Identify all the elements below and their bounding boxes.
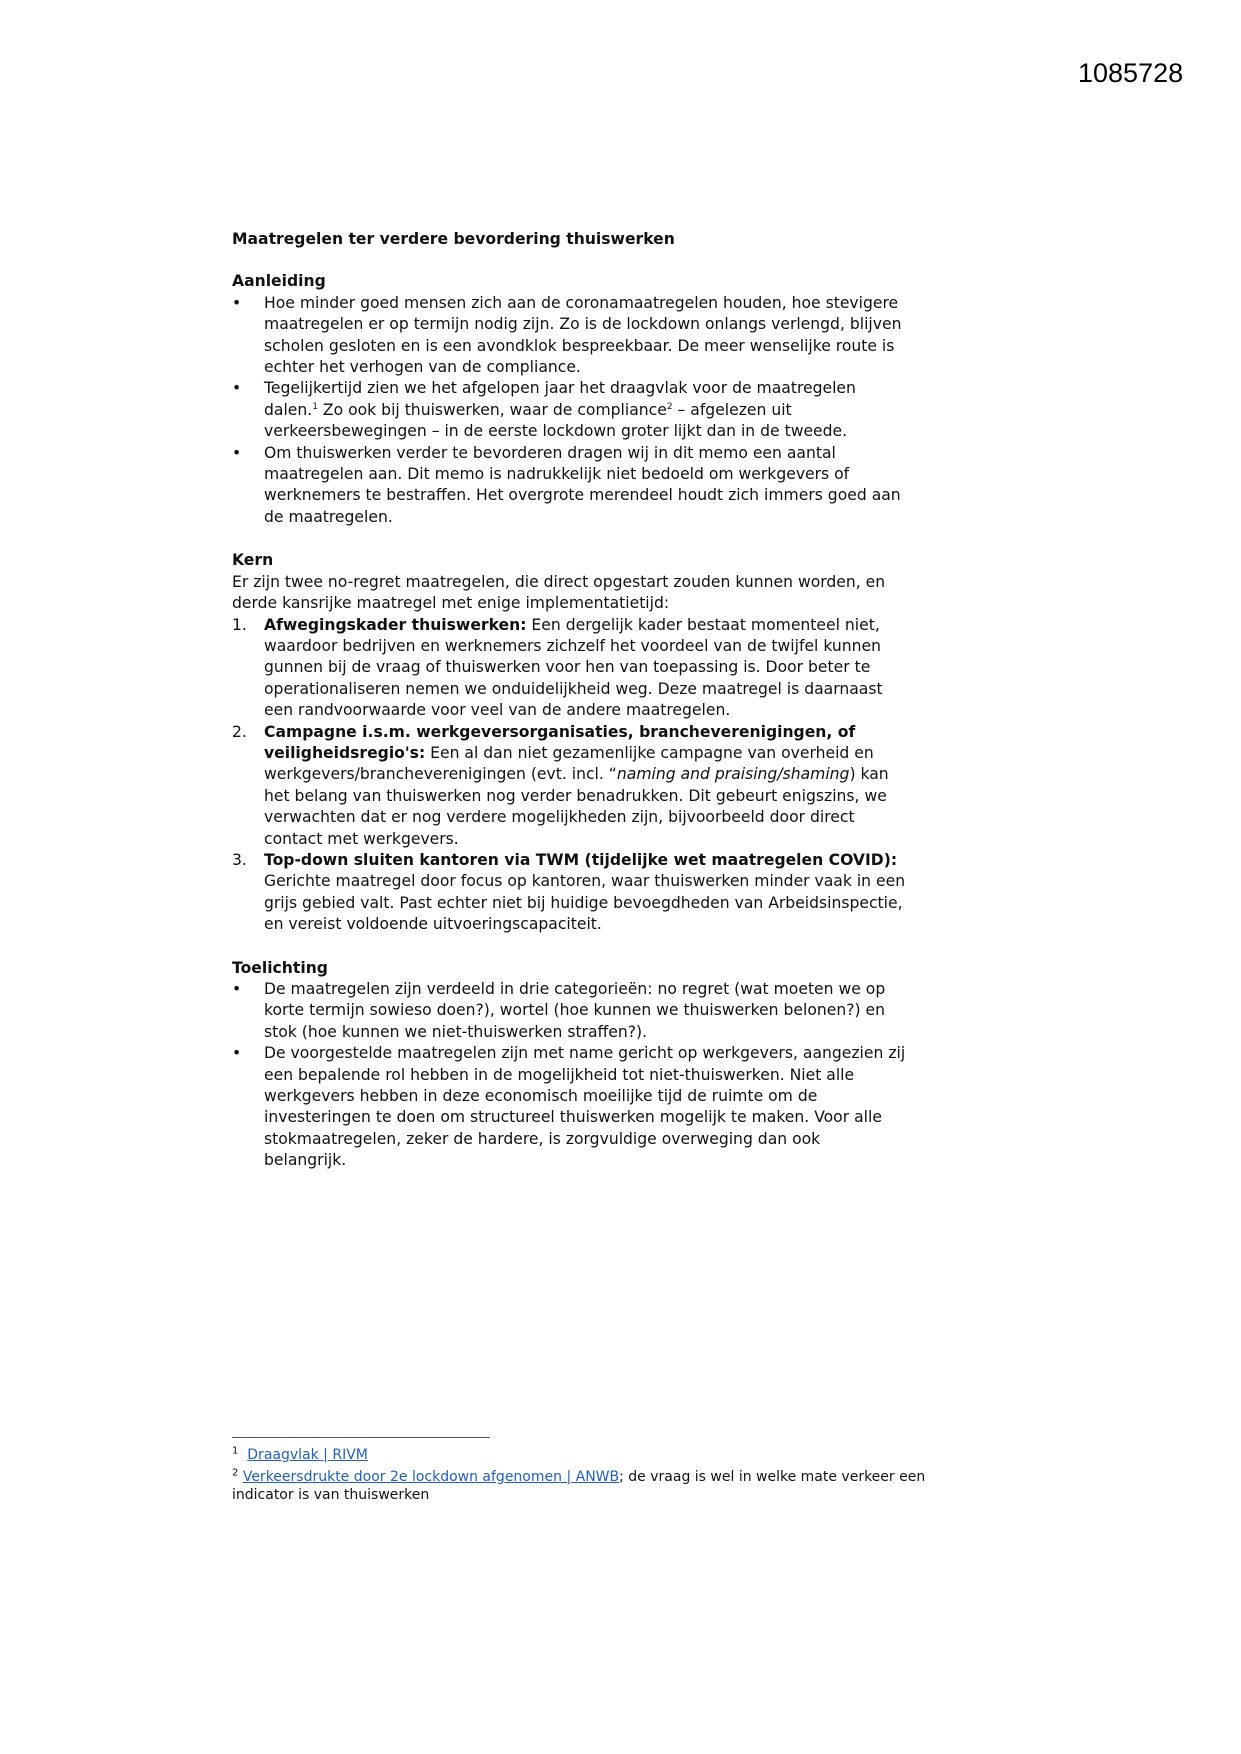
footnote-1 (232, 1446, 932, 1464)
list-item-text: Hoe minder goed mensen zich aan de coronamaatregelen houden, hoe stevigere maatregelen er op termijn nodig zijn. Zo is de lockdown onlangs verlengd, blijven scholen gesloten en is een avondklok bespreekbaar. De meer wenselijke route is echter het verhogen van de compliance. (264, 293, 902, 377)
kern-intro: Er zijn twee no-regret maatregelen, die direct opgestart zouden kunnen worden, en derde kansrijke maatregel met enige implementatietijd: (232, 572, 886, 613)
footnote-ref-1[interactable]: 1 (312, 401, 318, 412)
list-item-text: Om thuiswerken verder te bevorderen dragen wij in dit memo een aantal maatregelen aan. Dit memo is nadrukkelijk niet bedoeld om werkgevers of werknemers te bestraffen. Het overgrote merendeel houdt zich immers goed aan de maatregelen. (264, 443, 901, 526)
toelichting-list (232, 979, 907, 1172)
list-item-text: Gerichte maatregel door focus op kantoren, waar thuiswerken minder vaak in een grijs gebied valt. Past echter niet bij huidige bevoegdheden van Arbeidsinspectie, en vereist voldoende uitvoeringscapaciteit. (264, 872, 906, 934)
footnotes (232, 1437, 932, 1508)
list-item-text: Een al dan niet gezamenlijke campagne van overheid en werkgevers/brancheverenigingen (evt. incl. “ (264, 743, 874, 784)
list-item-text: Zo ook bij thuiswerken, waar de compliance (317, 400, 667, 419)
item-title: Campagne i.s.m. werkgeversorganisaties, brancheverenigingen, of veiligheidsregio's: (264, 722, 856, 762)
page-title: Maatregelen ter verdere bevordering thuiswerken (232, 230, 675, 248)
footnote-text: ; de vraag is wel in welke mate verkeer een indicator is van thuiswerken (232, 1469, 926, 1503)
list-item-text: De maatregelen zijn verdeeld in drie categorieën: no regret (wat moeten we op korte termijn sowieso doen?), wortel (hoe kunnen we thuiswerken belonen?) en stok (hoe kunnen we niet-thuiswerken straffen?). (264, 980, 886, 1041)
footnote-number: 1 (232, 1445, 239, 1457)
list-item (232, 615, 907, 722)
list-item-text: – afgelezen uit verkeersbewegingen – in de eerste lockdown groter lijkt dan in de tweede. (264, 400, 848, 441)
footnote-ref-2[interactable]: 2 (666, 401, 673, 412)
kern-list (232, 615, 907, 936)
footnote-divider (232, 1437, 490, 1438)
list-item-text: ) kan het belang van thuiswerken nog verder benadrukken. Dit gebeurt enigszins, we verwachten dat er nog verdere mogelijkheden zijn, bijvoorbeeld door direct contact met werkgevers. (264, 765, 889, 848)
list-item (232, 443, 907, 529)
footnote-link-anwb[interactable]: Verkeersdrukte door 2e lockdown afgenomen | ANWB (242, 1469, 620, 1485)
footnote-number: 2 (232, 1467, 239, 1479)
memo-body (232, 229, 907, 1172)
list-item (232, 293, 907, 379)
item-title: Top-down sluiten kantoren via TWM (tijdelijke wet maatregelen COVID): (264, 850, 898, 869)
section-heading-toelichting: Toelichting (232, 958, 328, 977)
list-item (232, 1043, 907, 1171)
document-id: 1085728 (1078, 58, 1184, 88)
list-item (232, 850, 907, 936)
aanleiding-list (232, 293, 907, 528)
section-heading-kern: Kern (232, 551, 274, 570)
item-title: Afwegingskader thuiswerken: (264, 615, 527, 634)
list-item (232, 722, 907, 850)
list-number: 3. (232, 850, 247, 869)
list-item-italic: naming and praising/shaming (616, 765, 850, 784)
list-number: 1. (232, 615, 247, 634)
footnote-2 (232, 1468, 932, 1504)
section-heading-aanleiding: Aanleiding (232, 272, 326, 291)
footnote-link-rivm[interactable]: Draagvlak | RIVM (247, 1447, 368, 1463)
list-item (232, 378, 907, 442)
list-item (232, 979, 907, 1043)
list-number: 2. (232, 722, 247, 741)
list-item-text: De voorgestelde maatregelen zijn met name gericht op werkgevers, aangezien zij een bepalende rol hebben in de mogelijkheid tot niet-thuiswerken. Niet alle werkgevers hebben in deze economisch moeilijke tijd de ruimte om de investeringen te doen om structureel thuiswerken mogelijk te maken. Voor alle stokmaatregelen, zeker de hardere, is zorgvuldige overweging dan ook belangrijk. (264, 1044, 906, 1170)
list-item-text: Tegelijkertijd zien we het afgelopen jaar het draagvlak voor de maatregelen dalen. (264, 379, 856, 419)
list-item-text: Een dergelijk kader bestaat momenteel niet, waardoor bedrijven en werknemers zichzelf het voordeel van de twijfel kunnen gunnen bij de vraag of thuiswerken voor hen van toepassing is. Door beter te operationaliseren nemen we onduidelijkheid weg. Deze maatregel is daarnaast een randvoorwaarde voor veel van de andere maatregelen. (264, 615, 883, 720)
